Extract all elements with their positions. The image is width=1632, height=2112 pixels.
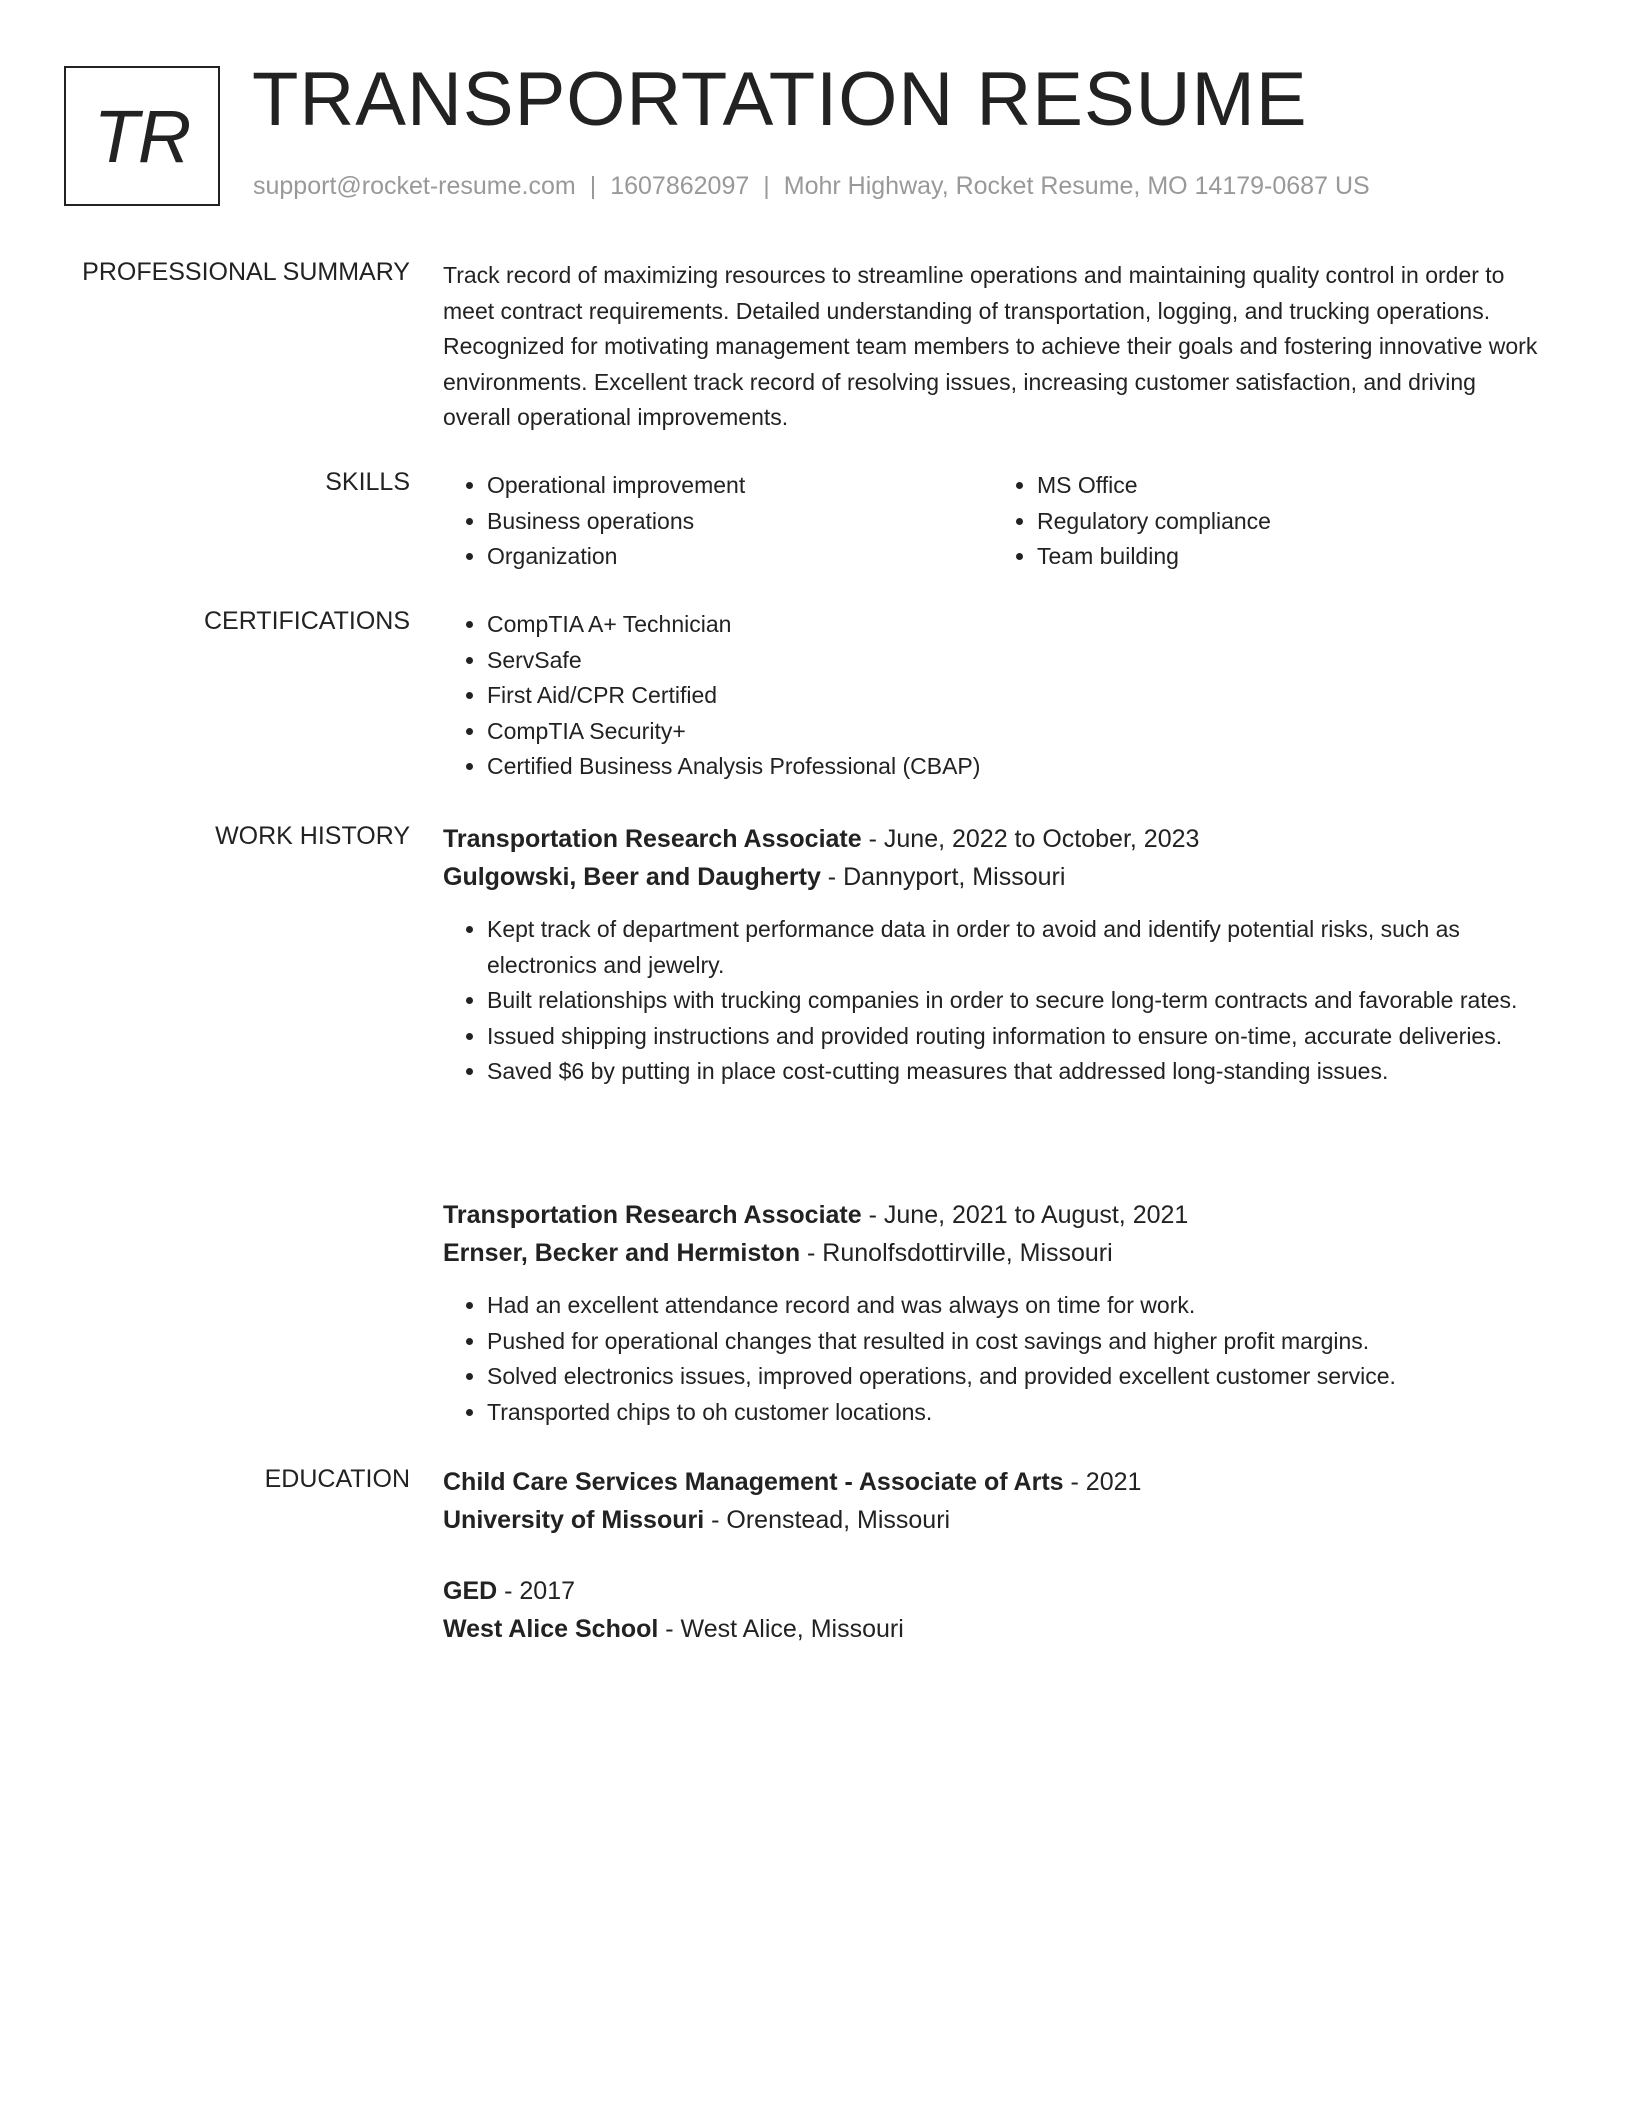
job-title-line (443, 1196, 1543, 1234)
job-bullets (443, 1288, 1543, 1430)
job-bullet: • Saved $6 by putting in place cost-cutting measures that addressed long-standing issues. (487, 1054, 1543, 1090)
skill-item: • Regulatory compliance (1037, 504, 1543, 540)
job-company-line (443, 858, 1543, 896)
certifications-bullets (443, 607, 1543, 785)
school: University of Missouri (443, 1506, 705, 1534)
job-company-line (443, 1234, 1543, 1272)
skills-list (443, 468, 1543, 575)
job-title-line (443, 820, 1543, 858)
job-bullet: • Kept track of department performance data in order to avoid and identify potential risks, such as electronics and jewelry. (487, 912, 1543, 983)
certification-item: • First Aid/CPR Certified (487, 678, 1543, 714)
section-heading-summary: PROFESSIONAL SUMMARY (82, 258, 410, 286)
section-heading-work-history: WORK HISTORY (215, 822, 410, 850)
skill-item: • Business operations (487, 504, 993, 540)
job-company: Gulgowski, Beer and Daugherty (443, 863, 821, 891)
job-bullet: • Had an excellent attendance record and was always on time for work. (487, 1288, 1543, 1324)
section-heading-certifications: CERTIFICATIONS (203, 607, 410, 635)
school-line (443, 1501, 1543, 1539)
skill-item: • Organization (487, 539, 993, 575)
job-bullet: • Built relationships with trucking companies in order to secure long-term contracts and favorable rates. (487, 983, 1543, 1019)
initials-monogram (64, 66, 220, 206)
job-location: - Runolfsdottirville, Missouri (800, 1239, 1113, 1267)
school-line (443, 1610, 1543, 1648)
education-entry (443, 1463, 1543, 1539)
job-dates: - June, 2022 to October, 2023 (861, 825, 1200, 853)
contact-phone[interactable]: 1607862097 (610, 172, 750, 200)
degree-line (443, 1463, 1543, 1501)
job-entry (443, 1196, 1543, 1430)
degree: Child Care Services Management - Associate of Arts (443, 1468, 1064, 1496)
certification-item: • ServSafe (487, 643, 1543, 679)
section-heading-skills: SKILLS (325, 468, 410, 496)
certification-item: • Certified Business Analysis Professional (CBAP) (487, 749, 1543, 785)
job-bullet: • Transported chips to oh customer locations. (487, 1395, 1543, 1431)
school-location: - Orenstead, Missouri (704, 1506, 951, 1534)
summary-text: Track record of maximizing resources to streamline operations and maintaining quality control in order to meet contract requirements. Detailed understanding of transportation, logging, and trucking operations. Recognized for motivating management team members to achieve their goals and fostering innovative work environments. Excellent track record of resolving issues, increasing customer satisfaction, and driving overall operational improvements. (443, 262, 1538, 431)
skills-column-1 (443, 468, 993, 575)
degree-year: - 2017 (497, 1577, 576, 1605)
degree: GED (443, 1577, 498, 1605)
job-bullet: • Pushed for operational changes that resulted in cost savings and higher profit margins. (487, 1324, 1543, 1360)
contact-separator: | (589, 172, 597, 200)
job-title: Transportation Research Associate (443, 825, 862, 853)
school-location: - West Alice, Missouri (658, 1615, 904, 1643)
job-bullets (443, 912, 1543, 1090)
job-entry (443, 820, 1543, 1090)
job-dates: - June, 2021 to August, 2021 (861, 1201, 1189, 1229)
job-location: - Dannyport, Missouri (820, 863, 1066, 891)
certification-item: • CompTIA A+ Technician (487, 607, 1543, 643)
contact-line (253, 172, 1370, 201)
degree-line (443, 1572, 1543, 1610)
contact-email[interactable]: support@rocket-resume.com (253, 172, 576, 200)
certifications-list (443, 607, 1543, 785)
job-company: Ernser, Becker and Hermiston (443, 1239, 801, 1267)
contact-separator: | (763, 172, 770, 200)
degree-year: - 2021 (1063, 1468, 1142, 1496)
initials-text: TR (93, 94, 191, 178)
skill-item: • Operational improvement (487, 468, 993, 504)
contact-address: Mohr Highway, Rocket Resume, MO 14179-0687 US (783, 172, 1370, 200)
skill-item: • MS Office (1037, 468, 1543, 504)
skill-item: • Team building (1037, 539, 1543, 575)
job-bullet: • Solved electronics issues, improved operations, and provided excellent customer service. (487, 1359, 1543, 1395)
school: West Alice School (443, 1615, 659, 1643)
job-bullet: • Issued shipping instructions and provided routing information to ensure on-time, accurate deliveries. (487, 1019, 1543, 1055)
skills-column-2 (993, 468, 1543, 575)
job-title: Transportation Research Associate (443, 1201, 862, 1229)
certification-item: • CompTIA Security+ (487, 714, 1543, 750)
section-heading-education: EDUCATION (264, 1465, 410, 1493)
education-entry (443, 1572, 1543, 1648)
resume-title: TRANSPORTATION RESUME (252, 57, 1308, 142)
